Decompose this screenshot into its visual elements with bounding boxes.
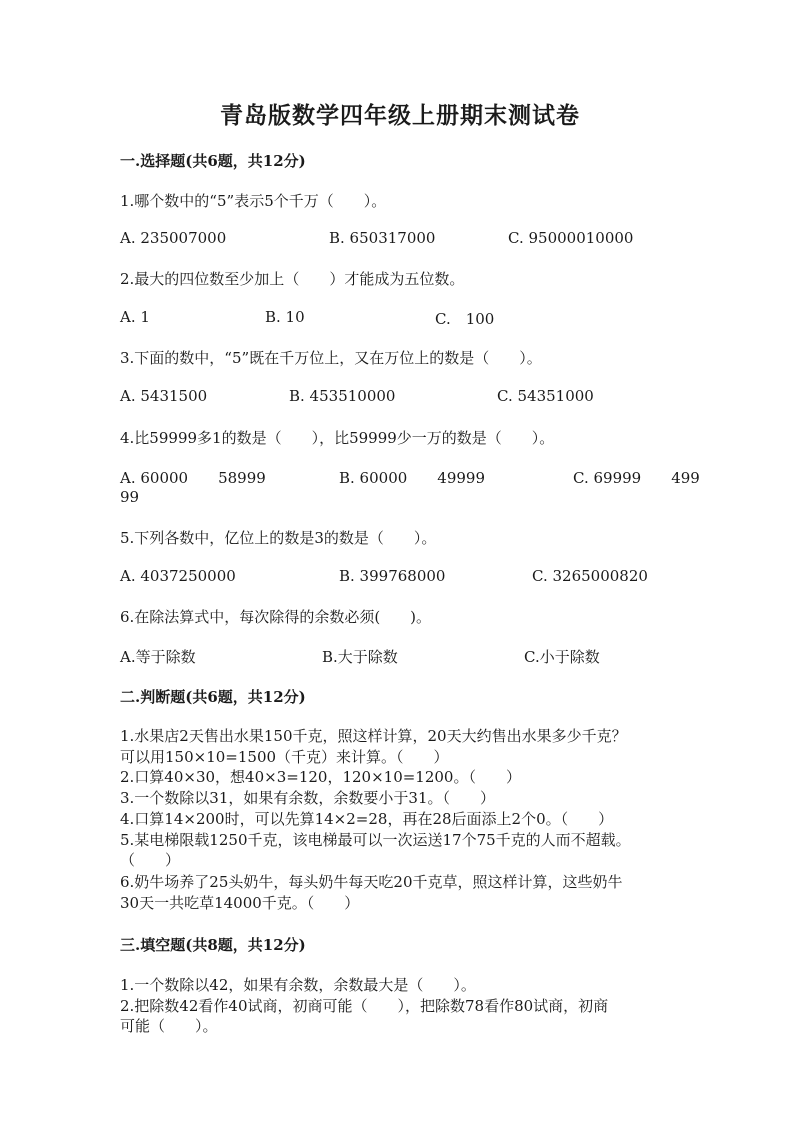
section-heading-choice: 一.选择题(共6题，共12分) xyxy=(120,152,306,170)
option-c: C.小于除数 xyxy=(524,648,600,666)
option-b: B. 650317000 xyxy=(329,229,436,247)
option-a: A. 5431500 xyxy=(120,387,208,405)
fill-line: 2.把除数42看作40试商，初商可能（ ），把除数78看作80试商，初商 xyxy=(120,997,609,1015)
judge-line: 可以用150×10=1500（千克）来计算。（ ） xyxy=(120,748,449,766)
option-a: A. 235007000 xyxy=(120,229,227,247)
page-title: 青岛版数学四年级上册期末测试卷 xyxy=(220,102,580,129)
question-text: 5.下列各数中，亿位上的数是3的数是（ ）。 xyxy=(120,529,437,547)
judge-line: 6.奶牛场养了25头奶牛，每头奶牛每天吃20千克草，照这样计算，这些奶牛 xyxy=(120,873,623,891)
question-text: 4.比59999多1的数是（ ），比59999少一万的数是（ ）。 xyxy=(120,429,555,447)
option-c: C. 100 xyxy=(435,310,495,328)
question-text: 1.哪个数中的“5”表示5个千万（ ）。 xyxy=(120,192,387,210)
option-c-wrap: 99 xyxy=(120,488,140,506)
question-text: 2.最大的四位数至少加上（ ）才能成为五位数。 xyxy=(120,270,465,288)
judge-line: （ ） xyxy=(120,851,181,869)
judge-line: 3.一个数除以31，如果有余数，余数要小于31。（ ） xyxy=(120,789,495,807)
option-c: C. 54351000 xyxy=(497,387,594,405)
option-c: C. 95000010000 xyxy=(508,229,634,247)
judge-line: 5.某电梯限载1250千克，该电梯最可以一次运送17个75千克的人而不超载。 xyxy=(120,831,631,849)
option-b: B. 60000 49999 xyxy=(339,469,485,487)
judge-line: 1.水果店2天售出水果150千克，照这样计算，20天大约售出水果多少千克？ xyxy=(120,727,627,745)
section-heading-judge: 二.判断题(共6题，共12分) xyxy=(120,688,306,706)
option-a: A. 4037250000 xyxy=(120,567,236,585)
option-b: B. 10 xyxy=(265,308,305,326)
question-text: 6.在除法算式中，每次除得的余数必须( )。 xyxy=(120,608,432,626)
option-b: B.大于除数 xyxy=(322,648,398,666)
option-c: C. 69999 499 xyxy=(573,469,700,487)
option-b: B. 399768000 xyxy=(339,567,446,585)
fill-line: 1.一个数除以42，如果有余数，余数最大是（ ）。 xyxy=(120,976,476,994)
option-a: A.等于除数 xyxy=(120,648,196,666)
question-text: 3.下面的数中，“5”既在千万位上，又在万位上的数是（ ）。 xyxy=(120,349,542,367)
judge-line: 30天一共吃草14000千克。（ ） xyxy=(120,894,360,912)
judge-line: 2.口算40×30，想40×3=120，120×10=1200。（ ） xyxy=(120,768,521,786)
judge-line: 4.口算14×200时，可以先算14×2=28，再在28后面添上2个0。（ ） xyxy=(120,810,614,828)
option-a: A. 60000 58999 xyxy=(120,469,266,487)
fill-line: 可能（ ）。 xyxy=(120,1017,218,1035)
option-c: C. 3265000820 xyxy=(532,567,648,585)
section-heading-fill: 三.填空题(共8题，共12分) xyxy=(120,936,306,954)
option-a: A. 1 xyxy=(120,308,150,326)
option-b: B. 453510000 xyxy=(289,387,396,405)
